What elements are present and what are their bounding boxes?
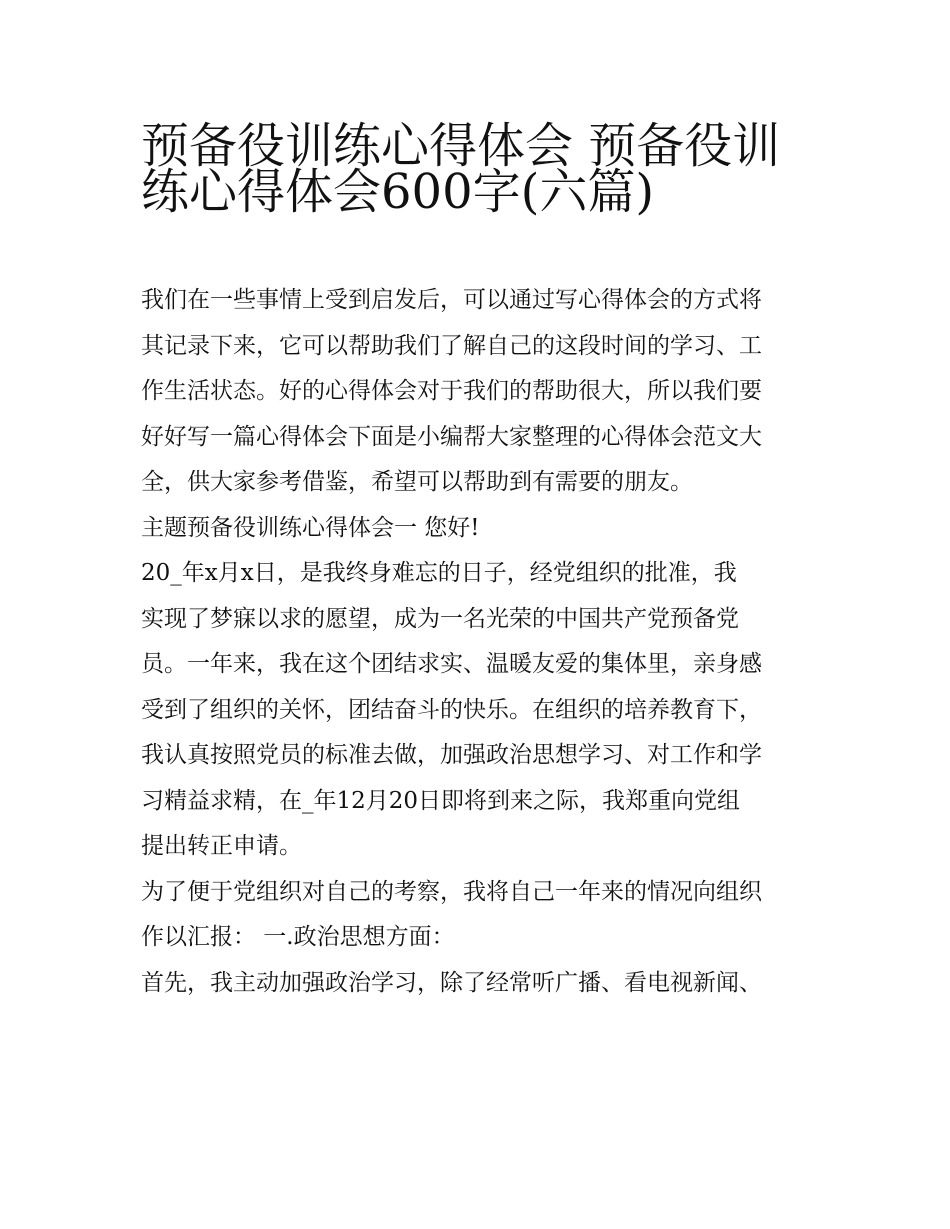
body-line: 首先，我主动加强政治学习，除了经常听广播、看电视新闻、 — [141, 969, 762, 996]
document-body — [141, 278, 821, 1006]
body-line: 习精益求精，在_年12月20日即将到来之际，我郑重向党组 — [141, 787, 741, 814]
title-line: 练心得体会600字(六篇) — [141, 163, 655, 220]
body-line: 作以汇报： 一.政治思想方面： — [141, 924, 455, 950]
body-line: 我认真按照党员的标准去做，加强政治思想学习、对工作和学 — [141, 742, 762, 768]
title-line: 预备役训练心得体会 预备役训 — [141, 118, 781, 174]
body-line: 实现了梦寐以求的愿望，成为一名光荣的中国共产党预备党 — [141, 605, 739, 632]
body-line: 好好写一篇心得体会下面是小编帮大家整理的心得体会范文大 — [141, 423, 762, 450]
body-line: 20_年x月x日，是我终身难忘的日子，经党组织的批准，我 — [141, 560, 737, 586]
body-line: 受到了组织的关怀，团结奋斗的快乐。在组织的培养教育下， — [141, 696, 762, 723]
body-line: 为了便于党组织对自己的考察，我将自己一年来的情况向组织 — [141, 878, 762, 905]
body-line: 提出转正申请。 — [141, 833, 302, 859]
body-line: 我们在一些事情上受到启发后，可以通过写心得体会的方式将 — [141, 287, 762, 313]
section-heading: 主题预备役训练心得体会一 您好! — [141, 514, 480, 541]
body-line: 其记录下来，它可以帮助我们了解自己的这段时间的学习、工 — [141, 332, 762, 359]
body-line: 全，供大家参考借鉴，希望可以帮助到有需要的朋友。 — [141, 469, 693, 495]
body-line: 作生活状态。好的心得体会对于我们的帮助很大，所以我们要 — [141, 378, 762, 404]
body-line: 员。一年来，我在这个团结求实、温暖友爱的集体里，亲身感 — [141, 651, 762, 677]
document-title — [141, 108, 821, 220]
